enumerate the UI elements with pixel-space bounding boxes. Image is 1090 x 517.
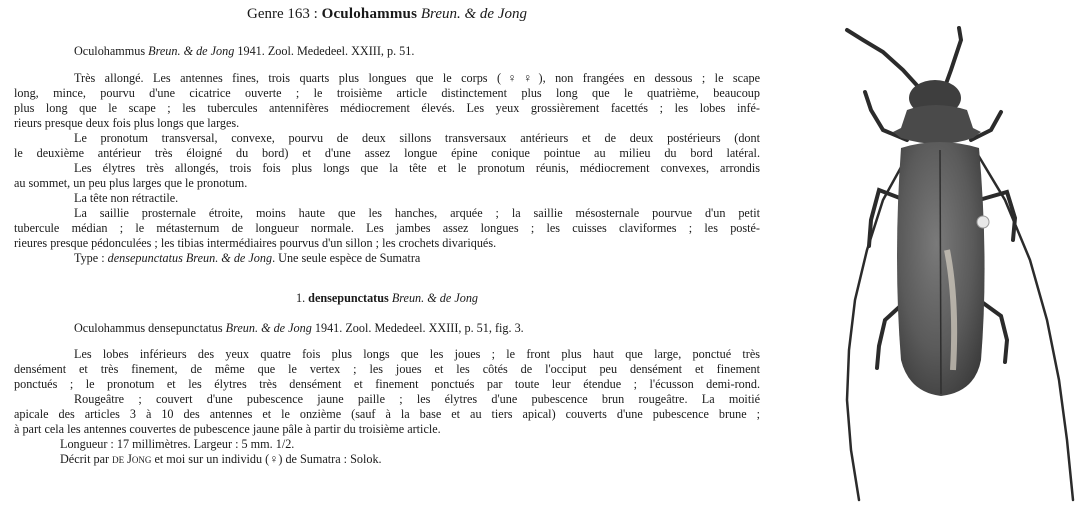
text-column <box>14 0 760 512</box>
genus-desc-line: rieures presque pédonculées ; les tibias intermédiaires pourvus d'un sillon ; les crochets divariqués. <box>14 236 497 250</box>
genus-number: Genre 163 : <box>247 6 322 22</box>
pin-mark <box>977 216 989 228</box>
species-desc-line: Les lobes inférieurs des yeux quatre fois plus longs que les joues ; le front plus haut que large, ponctué très <box>74 347 760 361</box>
genus-desc-line: Le pronotum transversal, convexe, pourvu de deux sillons transversaux antérieurs et de deux postérieurs (dont <box>74 131 760 145</box>
measurements-line: Longueur : 17 millimètres. Largeur : 5 mm. 1/2. <box>60 437 295 451</box>
genus-desc-line: Très allongé. Les antennes fines, trois quarts plus longues que le corps (♀♀), non frangées en dessous ; le scape <box>74 71 760 85</box>
genus-desc-line: La tête non rétractile. <box>74 191 179 205</box>
left-antenna <box>847 30 923 92</box>
genus-desc-line: le deuxième antérieur très éloigné du bord) et d'une assez longue épine conique pointue au milieu du bord latéral. <box>14 146 760 160</box>
genus-desc-line: plus long que le scape ; les tubercules antennifères médiocrement élevés. Les yeux grossièrement facettés ; les lobes infé- <box>14 101 760 115</box>
genus-reference: Oculohammus Breun. & de Jong 1941. Zool. Mededeel. XXIII, p. 51. <box>74 44 415 58</box>
genus-desc-line: long, mince, pourvu d'une cicatrice ouverte ; le troisième article distinctement plus long que le quatrième, beaucoup <box>14 86 760 100</box>
left-antenna-long <box>847 160 905 500</box>
beetle-pronotum <box>893 105 981 144</box>
genus-name: Oculohammus <box>321 6 418 22</box>
beetle-figure <box>775 0 1090 512</box>
genus-authors: Breun. & de Jong <box>420 6 527 22</box>
described-by-line: Décrit par de Jong et moi sur un individu (♀) de Sumatra : Solok. <box>60 452 382 466</box>
species-heading: 1. densepunctatus Breun. & de Jong <box>295 291 479 305</box>
genus-heading <box>14 6 760 23</box>
species-desc-line: ponctués ; le pronotum et les élytres très densément et finement ponctués par toute leur étendue ; l'écusson demi-rond. <box>14 377 760 391</box>
species-desc-line: apicale des articles 3 à 10 des antennes et le onzième (sauf à la base et au tiers apical) couverts d'une pubescence brune ; <box>14 407 760 421</box>
species-reference: Oculohammus densepunctatus Breun. & de Jong 1941. Zool. Mededeel. XXIII, p. 51, fig. 3. <box>74 321 524 335</box>
genus-desc-line: Les élytres très allongés, trois fois plus longs que la tête et le pronotum réunis, médiocrement convexes, arrondis <box>74 161 760 175</box>
type-species-line: Type : densepunctatus Breun. & de Jong. Une seule espèce de Sumatra <box>74 251 421 265</box>
species-desc-line: Rougeâtre ; couvert d'une pubescence jaune paille ; les élytres d'une pubescence brun rougeâtre. La moitié <box>74 392 760 406</box>
genus-desc-line: rieurs presque deux fois plus longs que larges. <box>14 116 240 130</box>
species-desc-line: densément et très finement, de même que le vertex ; les joues et les côtés de l'occiput peu densément et finement <box>14 362 760 376</box>
genus-desc-line: au sommet, un peu plus larges que le pronotum. <box>14 176 248 190</box>
genus-desc-line: La saillie prosternale étroite, moins haute que les hanches, arquée ; la saillie mésosternale pourvue d'un petit <box>74 206 760 220</box>
genus-desc-line: tubercule médian ; le métasternum de longueur normale. Les jambes assez longues ; les cuisses claviformes ; les posté- <box>14 221 760 235</box>
species-desc-line: à part cela les antennes couvertes de pubescence jaune pâle à partir du troisième article. <box>14 422 441 436</box>
right-antenna-long <box>975 150 1073 500</box>
beetle-illustration <box>775 0 1090 512</box>
elytra-suture <box>940 150 941 394</box>
